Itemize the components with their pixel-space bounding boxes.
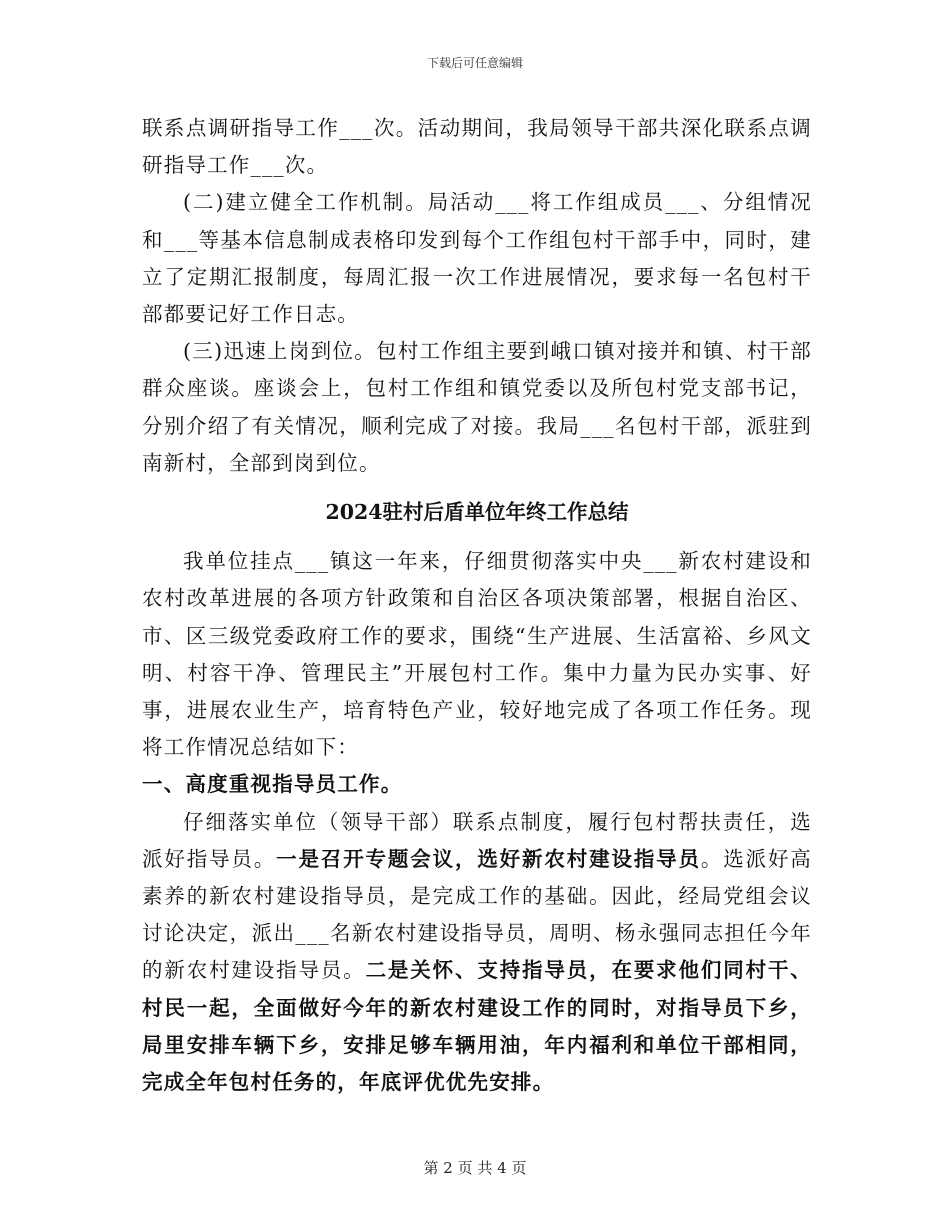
- paragraph-on-post: (三)迅速上岗到位。包村工作组主要到峨口镇对接并和镇、村干部群众座谈。座谈会上，包村工作组和镇党委以及所包村党支部书记，分别介绍了有关情况，顺利完成了对接。我局___名包村干部，派驻到南新村，全部到岗到位。: [142, 339, 812, 475]
- bold-point-2: 二是关怀、支持指导员，在要求他们同村干、村民一起，全面做好今年的新农村建设工作的同时，对指导员下乡，局里安排车辆下乡，安排足够车辆用油，年内福利和单位干部相同，完成全年包村任务的，年底评优优先安排。: [142, 958, 813, 1095]
- paragraph-text: 。选派好高素养的新农村建设指导员，是完成工作的基础。因此，经局党组会议讨论决定，派出___名新农村建设指导员，周明、杨永强同志担任今年的新农村建设指导员。: [142, 846, 813, 983]
- paragraph-intro: 我单位挂点___镇这一年来，仔细贯彻落实中央___新农村建设和农村改革进展的各项方针政策和自治区各项决策部署，根据自治区、市、区三级党委政府工作的要求，围绕“生产进展、生活富裕、乡风文明、村容干净、管理民主”开展包村工作。集中力量为民办实事、好事，进展农业生产，培育特色产业，较好地完成了各项工作任务。现将工作情况总结如下：: [142, 549, 812, 760]
- bold-point-1: 一是召开专题会议，选好新农村建设指导员: [276, 846, 701, 871]
- document-body: [142, 110, 812, 1101]
- page-number: 第 2 页 共 4 页: [423, 1159, 527, 1177]
- paragraph-guide-work: [142, 804, 812, 1102]
- paragraph-contact-points: 联系点调研指导工作___次。活动期间，我局领导干部共深化联系点调研指导工作___次。: [142, 116, 812, 178]
- page-header: 下载后可任意编辑: [426, 56, 523, 70]
- document-title: 2024驻村后盾单位年终工作总结: [325, 500, 629, 525]
- section-heading-1: 一、高度重视指导员工作。: [142, 772, 403, 797]
- paragraph-work-mechanism: (二)建立健全工作机制。局活动___将工作组成员___、分组情况和___等基本信息制成表格印发到每个工作组包村干部手中，同时，建立了定期汇报制度，每周汇报一次工作进展情况，要求每一名包村干部都要记好工作日志。: [142, 190, 812, 327]
- paragraph-text: 仔细落实单位（领导干部）联系点制度，履行包村帮扶责任，选派好指导员。: [142, 809, 812, 871]
